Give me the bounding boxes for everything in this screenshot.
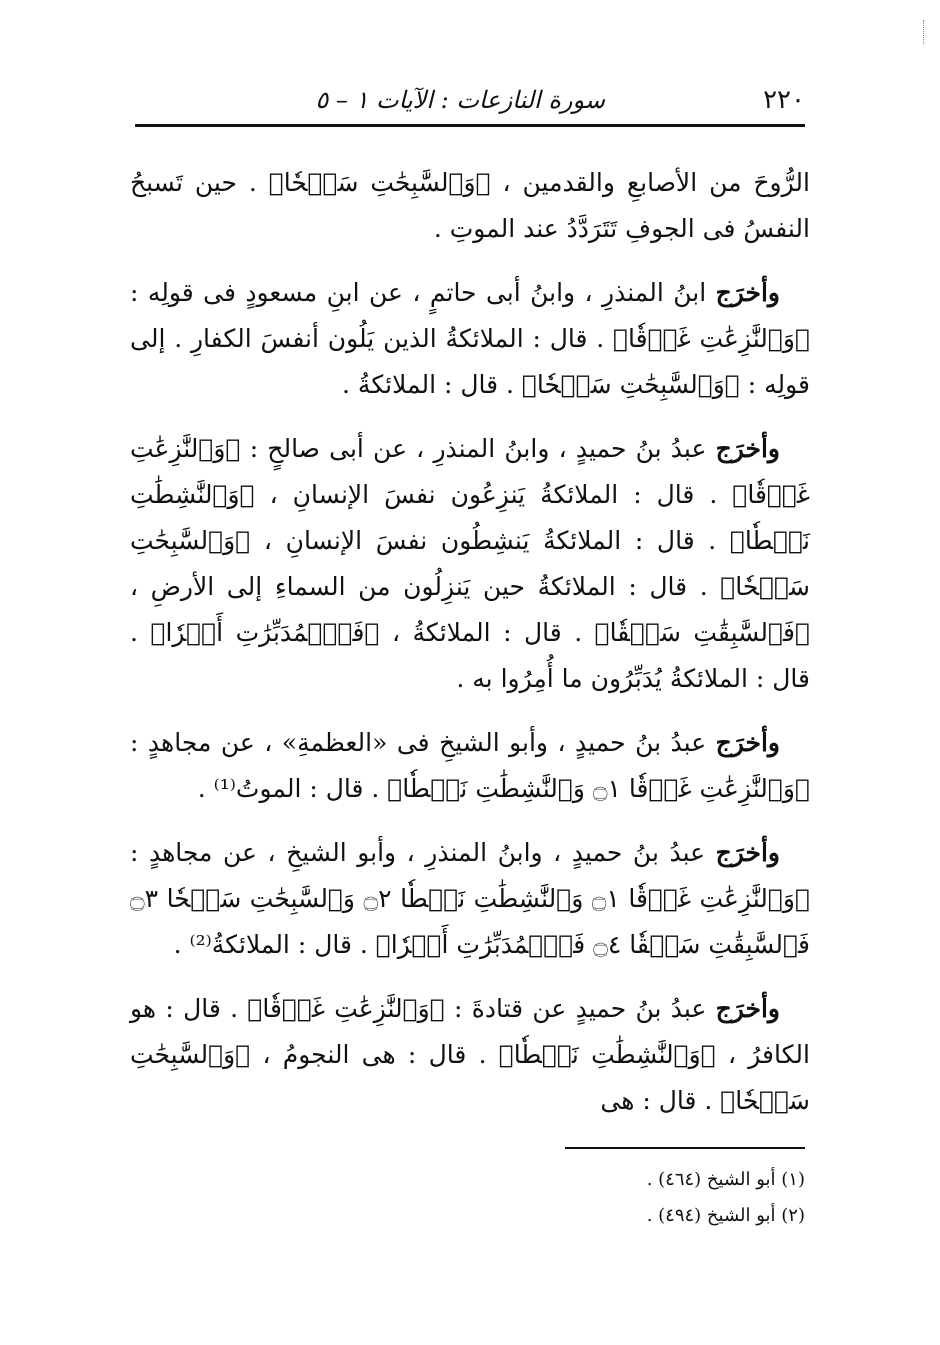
footnote: (١) أبو الشيخ (٤٦٤) . bbox=[646, 1169, 805, 1190]
footnotes bbox=[500, 1162, 805, 1234]
paragraph-lead-word: وأخرَج bbox=[715, 278, 780, 307]
paragraph bbox=[130, 830, 810, 968]
paragraph-lead-word: وأخرَج bbox=[715, 434, 780, 463]
paragraph bbox=[130, 426, 810, 702]
footnote: (٢) أبو الشيخ (٤٩٤) . bbox=[646, 1205, 805, 1226]
footnote-separator bbox=[565, 1147, 805, 1149]
page-number: ٢٢٠ bbox=[763, 85, 805, 115]
paragraph-text: عبدُ بنُ حميدٍ عن قتادةَ : ﴿وَٱلنَّٰزِعَٰتِ غَرۡقٗا﴾ . قال : هو الكافرُ ، ﴿وَٱلنَّٰشِطَٰتِ نَشۡطٗا﴾ . قال : هى النجومُ ، ﴿وَٱلسَّٰبِحَٰتِ سَبۡحٗا﴾ . قال : هى bbox=[130, 994, 810, 1115]
paragraph bbox=[130, 160, 810, 252]
running-header bbox=[135, 80, 805, 120]
paragraph-lead-word: وأخرَج bbox=[715, 838, 780, 867]
paragraph-text: الرُّوحَ من الأصابعِ والقدمين ، ﴿وَٱلسَّٰبِحَٰتِ سَبۡحٗا﴾ . حين تَسبحُ النفسُ فى الجوفِ تَتَرَدَّدُ عند الموتِ . bbox=[130, 168, 810, 243]
body-text bbox=[130, 160, 810, 1142]
paragraph bbox=[130, 720, 810, 812]
header-rule bbox=[135, 124, 805, 127]
paragraph-text: ابنُ المنذرِ ، وابنُ أبى حاتمٍ ، عن ابنِ مسعودٍ فى قولِه : ﴿وَٱلنَّٰزِعَٰتِ غَرۡقٗا﴾ . قال : الملائكةُ الذين يَلُون أنفسَ الكفارِ . إلى قولِه : ﴿وَٱلسَّٰبِحَٰتِ سَبۡحٗا﴾ . قال : الملائكةُ . bbox=[130, 278, 810, 399]
margin-scan-mark bbox=[917, 20, 924, 44]
paragraph-text: عبدُ بنُ حميدٍ ، وابنُ المنذرِ ، عن أبى صالحٍ : ﴿وَٱلنَّٰزِعَٰتِ غَرۡقٗا﴾ . قال : الملائكةُ يَنزِعُون نفسَ الإنسانِ ، ﴿وَٱلنَّٰشِطَٰتِ نَشۡطٗا﴾ . قال : الملائكةُ يَنشِطُون نفسَ الإنسانِ ، ﴿وَٱلسَّٰبِحَٰتِ سَبۡحٗا﴾ . قال : الملائكةُ حين يَنزِلُون من السماءِ إلى الأرضِ ، ﴿فَٱلسَّٰبِقَٰتِ سَبۡقٗا﴾ . قال : الملائكةُ ، ﴿فَٱلۡمُدَبِّرَٰتِ أَمۡرٗا﴾ . قال : الملائكةُ يُدَبِّرُون ما أُمِرُوا به . bbox=[130, 434, 810, 693]
paragraph-lead-word: وأخرَج bbox=[715, 994, 780, 1023]
paragraph-text: عبدُ بنُ حميدٍ ، وأبو الشيخِ فى «العظمةِ» ، عن مجاهدٍ : ﴿وَٱلنَّٰزِعَٰتِ غَرۡقٗا ۝١ وَٱلنَّٰشِطَٰتِ نَشۡطٗا﴾ . قال : الموتُ⁽¹⁾ . bbox=[130, 728, 810, 803]
paragraph bbox=[130, 986, 810, 1124]
paragraph-lead-word: وأخرَج bbox=[715, 728, 780, 757]
paragraph-text: عبدُ بنُ حميدٍ ، وابنُ المنذرِ ، وأبو الشيخِ ، عن مجاهدٍ : ﴿وَٱلنَّٰزِعَٰتِ غَرۡقٗا ۝١ وَٱلنَّٰشِطَٰتِ نَشۡطٗا ۝٢ وَٱلسَّٰبِحَٰتِ سَبۡحٗا ۝٣ فَٱلسَّٰبِقَٰتِ سَبۡقٗا ۝٤ فَٱلۡمُدَبِّرَٰتِ أَمۡرٗا﴾ . قال : الملائكةُ⁽²⁾ . bbox=[130, 838, 810, 959]
running-header-title: سورة النازعات : الآيات ١ – ٥ bbox=[315, 86, 605, 114]
paragraph bbox=[130, 270, 810, 408]
